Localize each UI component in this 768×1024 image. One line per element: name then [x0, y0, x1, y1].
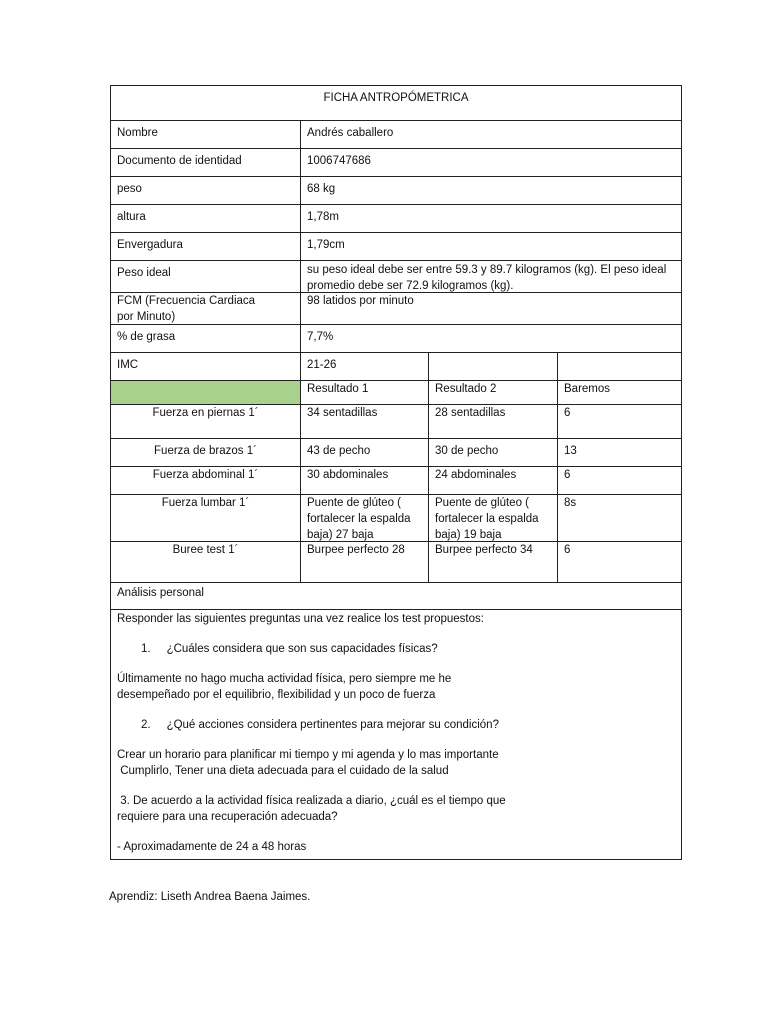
field-label-envergadura: Envergadura — [110, 232, 301, 261]
test-result-1: 43 de pecho — [300, 438, 429, 467]
test-result-2: Burpee perfecto 34 — [428, 541, 558, 583]
test-result-2: 28 sentadillas — [428, 404, 558, 439]
analysis-title: Análisis personal — [110, 582, 682, 610]
form-title: FICHA ANTROPÓMETRICA — [110, 85, 682, 121]
field-value-envergadura: 1,79cm — [300, 232, 682, 261]
answer-3: - Aproximadamente de 24 a 48 horas — [117, 841, 307, 853]
footer-aprendiz: Aprendiz: Liseth Andrea Baena Jaimes. — [109, 891, 311, 903]
answer-2-line-1: Crear un horario para planificar mi tiempo y mi agenda y lo mas importante — [117, 749, 499, 761]
test-baremo: 13 — [557, 438, 682, 467]
field-value-imc: 21-26 — [300, 352, 429, 381]
imc-empty-cell — [428, 352, 558, 381]
answer-1-line-1: Últimamente no hago mucha actividad física, pero siempre me he — [117, 673, 452, 685]
test-result-2: 24 abdominales — [428, 466, 558, 495]
field-label-imc: IMC — [110, 352, 301, 381]
field-label-documento: Documento de identidad — [110, 148, 301, 177]
test-result-2: Puente de glúteo ( fortalecer la espalda baja) 19 baja — [428, 494, 558, 542]
analysis-section — [110, 609, 682, 860]
question-3-line-2: requiere para una recuperación adecuada? — [117, 811, 338, 823]
test-result-1: 34 sentadillas — [300, 404, 429, 439]
test-result-2: 30 de pecho — [428, 438, 558, 467]
field-value-documento: 1006747686 — [300, 148, 682, 177]
field-label-peso-ideal: Peso ideal — [110, 260, 301, 293]
test-baremo: 6 — [557, 466, 682, 495]
test-baremo: 6 — [557, 541, 682, 583]
test-name: Fuerza en piernas 1´ — [110, 404, 301, 439]
field-label-nombre: Nombre — [110, 120, 301, 149]
field-value-altura: 1,78m — [300, 204, 682, 233]
question-2: 2. ¿Qué acciones considera pertinentes para mejorar su condición? — [141, 719, 499, 731]
imc-empty-cell — [557, 352, 682, 381]
answer-2-line-2: Cumplirlo, Tener una dieta adecuada para el cuidado de la salud — [117, 765, 449, 777]
test-result-1: 30 abdominales — [300, 466, 429, 495]
header-resultado-2: Resultado 2 — [428, 380, 558, 405]
question-1: 1. ¿Cuáles considera que son sus capacidades físicas? — [141, 643, 438, 655]
field-value-peso-ideal: su peso ideal debe ser entre 59.3 y 89.7 kilogramos (kg). El peso ideal promedio debe ser 72.9 kilogramos (kg). — [300, 260, 682, 293]
analysis-intro: Responder las siguientes preguntas una vez realice los test propuestos: — [117, 613, 484, 625]
field-label-altura: altura — [110, 204, 301, 233]
field-value-fcm: 98 latidos por minuto — [300, 292, 682, 325]
field-value-grasa: 7,7% — [300, 324, 682, 353]
test-name: Fuerza abdominal 1´ — [110, 466, 301, 495]
green-header-cell — [110, 380, 301, 405]
test-name: Fuerza lumbar 1´ — [110, 494, 301, 542]
test-baremo: 8s — [557, 494, 682, 542]
field-value-peso: 68 kg — [300, 176, 682, 205]
field-label-grasa: % de grasa — [110, 324, 301, 353]
header-baremos: Baremos — [557, 380, 682, 405]
test-name: Fuerza de brazos 1´ — [110, 438, 301, 467]
test-name: Buree test 1´ — [110, 541, 301, 583]
answer-1-line-2: desempeñado por el equilibrio, flexibilidad y un poco de fuerza — [117, 689, 436, 701]
question-3-line-1: 3. De acuerdo a la actividad física realizada a diario, ¿cuál es el tiempo que — [117, 795, 506, 807]
test-result-1: Puente de glúteo ( fortalecer la espalda baja) 27 baja — [300, 494, 429, 542]
field-label-fcm: FCM (Frecuencia Cardiaca por Minuto) — [110, 292, 301, 325]
test-baremo: 6 — [557, 404, 682, 439]
field-label-peso: peso — [110, 176, 301, 205]
test-result-1: Burpee perfecto 28 — [300, 541, 429, 583]
header-resultado-1: Resultado 1 — [300, 380, 429, 405]
field-value-nombre: Andrés caballero — [300, 120, 682, 149]
